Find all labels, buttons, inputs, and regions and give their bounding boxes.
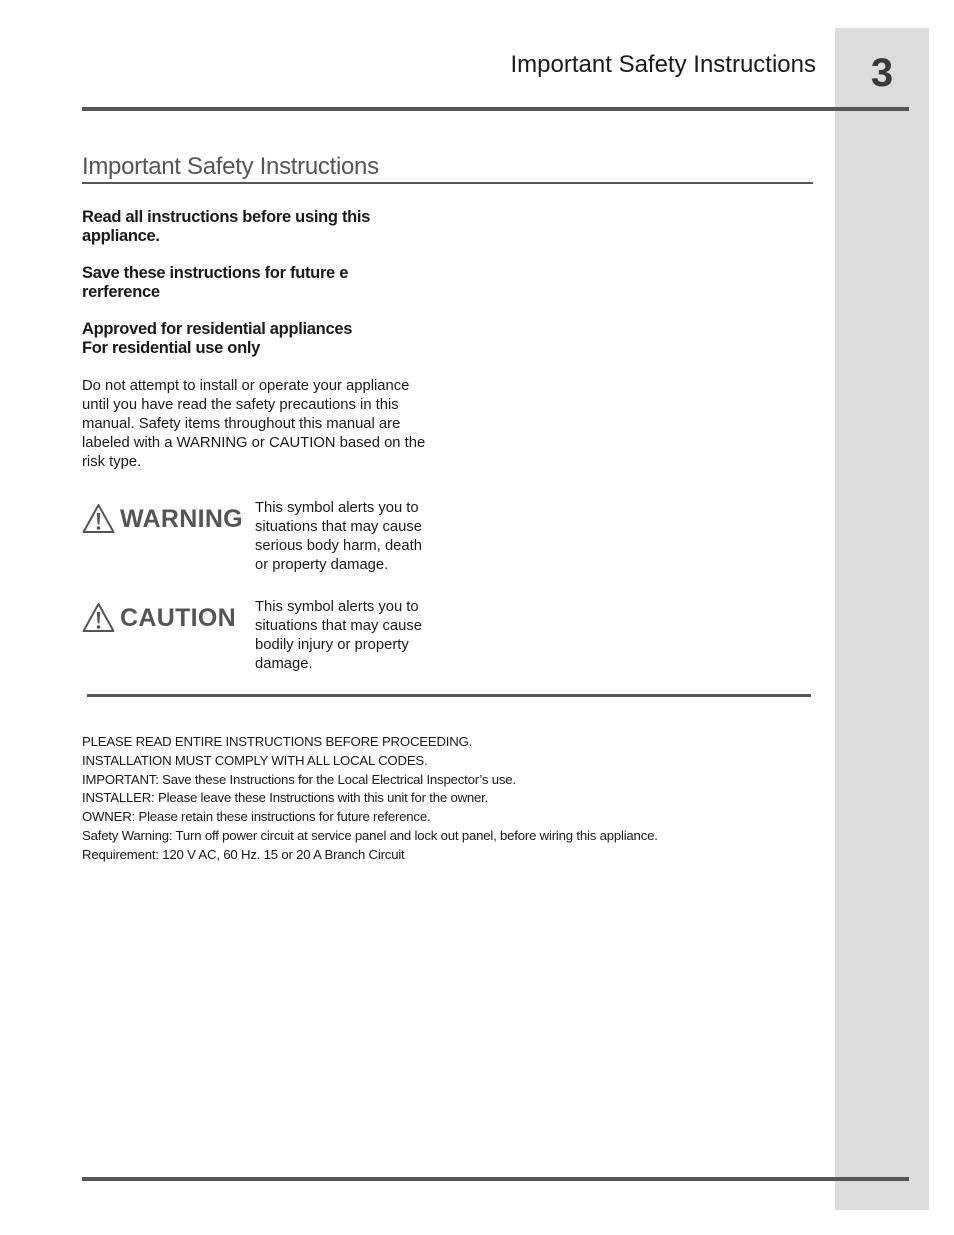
warning-label <box>82 503 243 534</box>
intro-paragraph <box>82 377 432 472</box>
caution-signal-word: CAUTION <box>120 603 236 632</box>
warning-desc-line: or property damage. <box>255 557 389 573</box>
header-divider <box>82 107 909 111</box>
caution-desc-line: bodily injury or property <box>255 637 409 653</box>
page-number: 3 <box>870 51 894 95</box>
read-instructions-statement <box>82 208 442 246</box>
statement-line: Read all instructions before using this <box>82 208 371 226</box>
caution-block <box>82 598 432 678</box>
warning-description <box>255 499 422 575</box>
warning-triangle-icon <box>82 602 115 633</box>
note-line: OWNER: Please retain these instructions for future reference. <box>82 809 431 825</box>
save-instructions-statement <box>82 264 442 302</box>
note-line: IMPORTANT: Save these Instructions for the Local Electrical Inspector’s use. <box>82 771 516 787</box>
caution-desc-line: situations that may cause <box>255 618 422 634</box>
content-divider <box>87 694 811 697</box>
caution-desc-line: This symbol alerts you to <box>255 599 419 615</box>
caution-description <box>255 598 422 674</box>
intro-line: risk type. <box>82 454 142 470</box>
note-line: Safety Warning: Turn off power circuit at service panel and lock out panel, before wiring this appliance. <box>82 827 658 843</box>
footer-divider <box>82 1177 909 1181</box>
caution-label <box>82 602 236 633</box>
warning-desc-line: serious body harm, death <box>255 538 422 554</box>
intro-line: Do not attempt to install or operate your appliance <box>82 378 410 394</box>
warning-desc-line: This symbol alerts you to <box>255 500 419 516</box>
intro-line: manual. Safety items throughout this manual are <box>82 416 401 432</box>
installation-notes <box>82 733 658 865</box>
note-line: INSTALLER: Please leave these Instructions with this unit for the owner. <box>82 790 489 806</box>
intro-line: until you have read the safety precautions in this <box>82 397 399 413</box>
approval-statement <box>82 320 442 358</box>
warning-desc-line: situations that may cause <box>255 519 422 535</box>
intro-line: labeled with a WARNING or CAUTION based on the <box>82 435 426 451</box>
warning-signal-word: WARNING <box>120 504 243 533</box>
section-divider <box>82 182 813 184</box>
warning-block <box>82 499 432 579</box>
page-tab-sidebar <box>835 28 929 1210</box>
note-line: PLEASE READ ENTIRE INSTRUCTIONS BEFORE PROCEEDING. <box>82 734 473 749</box>
caution-desc-line: damage. <box>255 656 313 672</box>
warning-triangle-icon <box>82 503 115 534</box>
statement-line: rerference <box>82 283 160 301</box>
statement-line: Save these instructions for future e <box>82 264 349 282</box>
statement-line: appliance. <box>82 227 160 245</box>
section-title: Important Safety Instructions <box>82 153 379 180</box>
header-title: Important Safety Instructions <box>510 51 816 78</box>
statement-line: For residential use only <box>82 339 261 357</box>
note-line: INSTALLATION MUST COMPLY WITH ALL LOCAL CODES. <box>82 752 428 768</box>
note-line: Requirement: 120 V AC, 60 Hz. 15 or 20 A Branch Circuit <box>82 846 405 862</box>
statement-line: Approved for residential appliances <box>82 320 353 338</box>
